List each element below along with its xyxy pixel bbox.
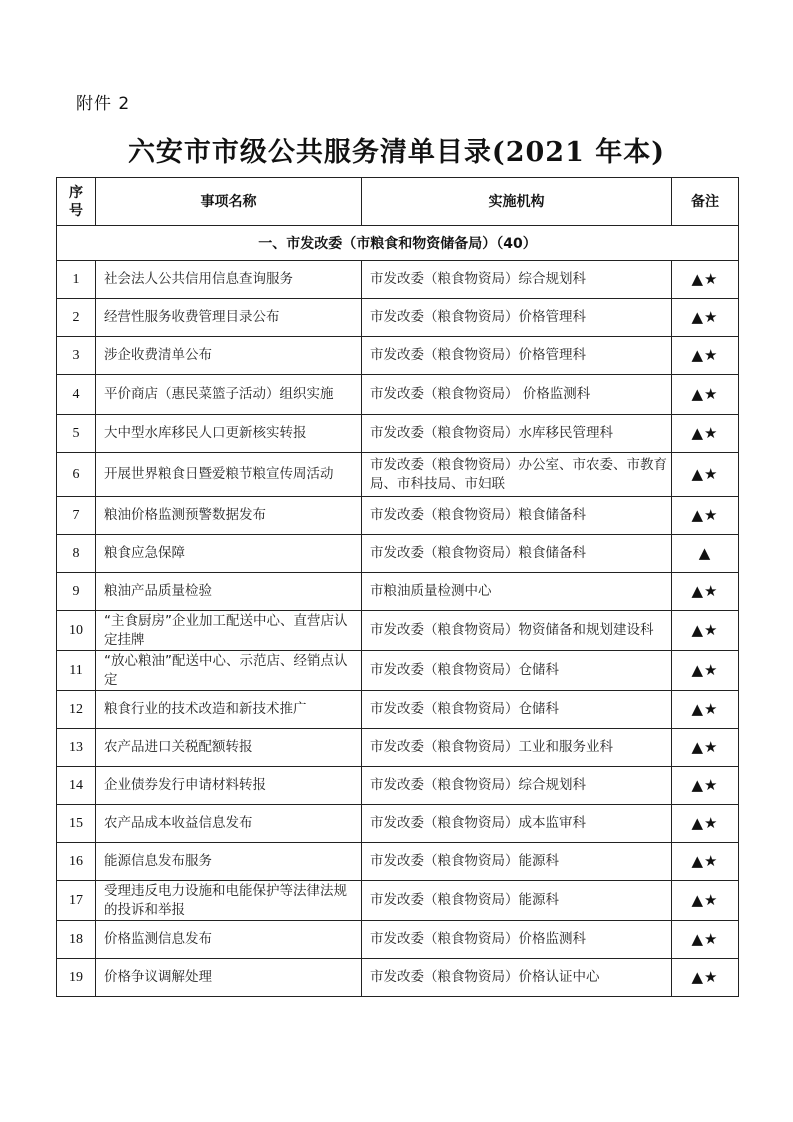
service-name: 受理违反电力设施和电能保护等法律法规的投诉和举报: [96, 881, 362, 921]
table-row: [57, 881, 739, 921]
table-row: [57, 535, 739, 573]
row-number: 8: [57, 535, 96, 573]
remark-marks: ▲★: [672, 337, 739, 375]
implementing-agency: 市发改委（粮食物资局）仓储科: [362, 651, 672, 691]
remark-marks: ▲★: [672, 453, 739, 497]
remark-marks: ▲★: [672, 375, 739, 415]
implementing-agency: 市发改委（粮食物资局）能源科: [362, 843, 672, 881]
row-number: 3: [57, 337, 96, 375]
row-number: 4: [57, 375, 96, 415]
remark-marks: ▲★: [672, 299, 739, 337]
remark-marks: ▲★: [672, 691, 739, 729]
service-name: 农产品进口关税配额转报: [96, 729, 362, 767]
row-number: 16: [57, 843, 96, 881]
implementing-agency: 市发改委（粮食物资局）粮食储备科: [362, 535, 672, 573]
implementing-agency: 市发改委（粮食物资局）价格认证中心: [362, 959, 672, 997]
implementing-agency: 市发改委（粮食物资局）价格管理科: [362, 337, 672, 375]
implementing-agency: 市发改委（粮食物资局） 价格监测科: [362, 375, 672, 415]
row-number: 1: [57, 261, 96, 299]
service-name: 能源信息发布服务: [96, 843, 362, 881]
table-row: [57, 375, 739, 415]
service-name: 涉企收费清单公布: [96, 337, 362, 375]
service-name: 粮食行业的技术改造和新技术推广: [96, 691, 362, 729]
implementing-agency: 市发改委（粮食物资局）水库移民管理科: [362, 415, 672, 453]
table-row: [57, 921, 739, 959]
table-row: [57, 959, 739, 997]
remark-marks: ▲★: [672, 261, 739, 299]
header-no: 序 号: [57, 178, 96, 226]
implementing-agency: 市发改委（粮食物资局）工业和服务业科: [362, 729, 672, 767]
implementing-agency: 市发改委（粮食物资局）物资储备和规划建设科: [362, 611, 672, 651]
table-row: [57, 651, 739, 691]
row-number: 15: [57, 805, 96, 843]
section-heading-row: [57, 226, 739, 261]
row-number: 2: [57, 299, 96, 337]
service-name: “放心粮油”配送中心、示范店、经销点认定: [96, 651, 362, 691]
document-title: 六安市市级公共服务清单目录(2021 年本): [127, 137, 666, 168]
remark-marks: ▲★: [672, 921, 739, 959]
table-row: [57, 415, 739, 453]
service-name: 价格监测信息发布: [96, 921, 362, 959]
table-row: [57, 453, 739, 497]
remark-marks: ▲★: [672, 611, 739, 651]
row-number: 18: [57, 921, 96, 959]
service-name: 社会法人公共信用信息查询服务: [96, 261, 362, 299]
row-number: 12: [57, 691, 96, 729]
attachment-label: 附件 2: [76, 94, 131, 114]
implementing-agency: 市发改委（粮食物资局）综合规划科: [362, 261, 672, 299]
row-number: 10: [57, 611, 96, 651]
service-name: 企业债券发行申请材料转报: [96, 767, 362, 805]
table-header-row: [57, 178, 739, 226]
remark-marks: ▲★: [672, 729, 739, 767]
table-row: [57, 843, 739, 881]
row-number: 7: [57, 497, 96, 535]
remark-marks: ▲★: [672, 651, 739, 691]
table-row: [57, 729, 739, 767]
row-number: 17: [57, 881, 96, 921]
remark-marks: ▲: [672, 535, 739, 573]
header-org: 实施机构: [362, 178, 672, 226]
header-name: 事项名称: [96, 178, 362, 226]
table-row: [57, 691, 739, 729]
row-number: 5: [57, 415, 96, 453]
row-number: 19: [57, 959, 96, 997]
table-row: [57, 611, 739, 651]
section-heading: 一、市发改委（市粮食和物资储备局）（40）: [57, 226, 739, 261]
table-row: [57, 261, 739, 299]
service-catalog-table: [56, 177, 739, 997]
remark-marks: ▲★: [672, 843, 739, 881]
implementing-agency: 市粮油质量检测中心: [362, 573, 672, 611]
implementing-agency: 市发改委（粮食物资局）价格管理科: [362, 299, 672, 337]
row-number: 13: [57, 729, 96, 767]
row-number: 9: [57, 573, 96, 611]
row-number: 11: [57, 651, 96, 691]
table-row: [57, 337, 739, 375]
remark-marks: ▲★: [672, 805, 739, 843]
row-number: 6: [57, 453, 96, 497]
service-name: 经营性服务收费管理目录公布: [96, 299, 362, 337]
table-row: [57, 497, 739, 535]
table-row: [57, 573, 739, 611]
table-row: [57, 299, 739, 337]
implementing-agency: 市发改委（粮食物资局）能源科: [362, 881, 672, 921]
service-name: 价格争议调解处理: [96, 959, 362, 997]
header-note: 备注: [672, 178, 739, 226]
service-name: “主食厨房”企业加工配送中心、直营店认定挂牌: [96, 611, 362, 651]
implementing-agency: 市发改委（粮食物资局）成本监审科: [362, 805, 672, 843]
implementing-agency: 市发改委（粮食物资局）办公室、市农委、市教育局、市科技局、市妇联: [362, 453, 672, 497]
implementing-agency: 市发改委（粮食物资局）仓储科: [362, 691, 672, 729]
service-name: 开展世界粮食日暨爱粮节粮宣传周活动: [96, 453, 362, 497]
table-row: [57, 805, 739, 843]
row-number: 14: [57, 767, 96, 805]
remark-marks: ▲★: [672, 415, 739, 453]
remark-marks: ▲★: [672, 573, 739, 611]
service-name: 农产品成本收益信息发布: [96, 805, 362, 843]
remark-marks: ▲★: [672, 767, 739, 805]
remark-marks: ▲★: [672, 881, 739, 921]
table-row: [57, 767, 739, 805]
service-name: 粮油产品质量检验: [96, 573, 362, 611]
service-name: 粮油价格监测预警数据发布: [96, 497, 362, 535]
service-name: 大中型水库移民人口更新核实转报: [96, 415, 362, 453]
remark-marks: ▲★: [672, 959, 739, 997]
implementing-agency: 市发改委（粮食物资局）综合规划科: [362, 767, 672, 805]
remark-marks: ▲★: [672, 497, 739, 535]
service-name: 平价商店（惠民菜篮子活动）组织实施: [96, 375, 362, 415]
implementing-agency: 市发改委（粮食物资局）粮食储备科: [362, 497, 672, 535]
implementing-agency: 市发改委（粮食物资局）价格监测科: [362, 921, 672, 959]
service-name: 粮食应急保障: [96, 535, 362, 573]
